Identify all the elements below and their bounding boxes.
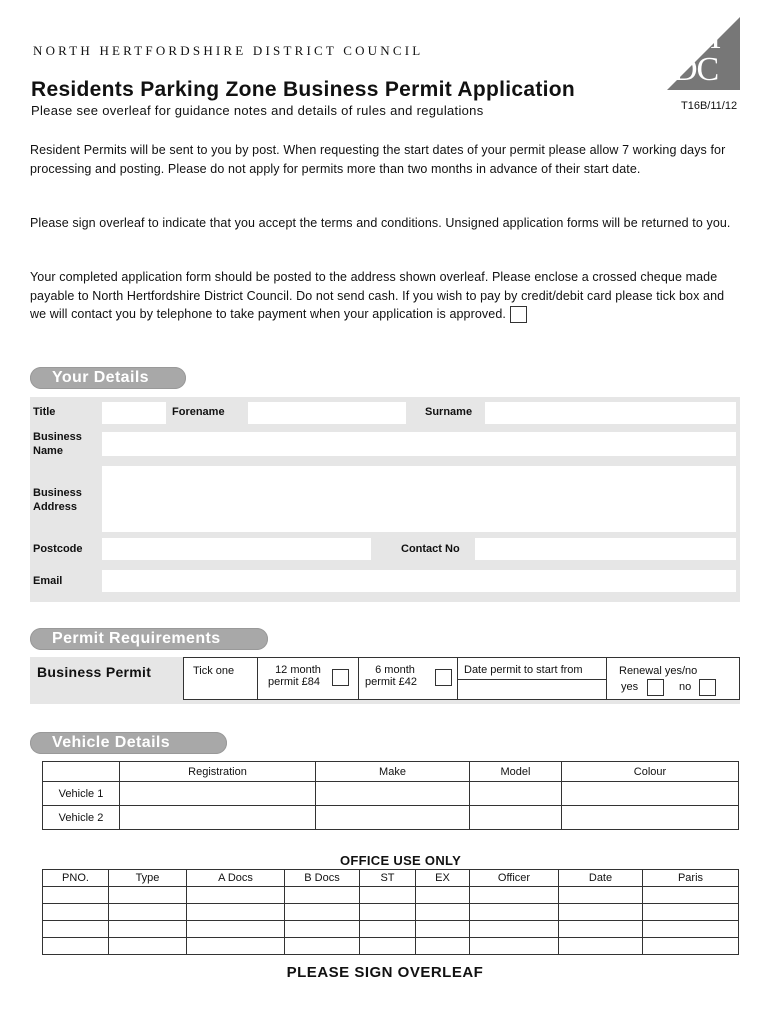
business-address-label-line2: Address bbox=[33, 501, 78, 513]
office-header-row bbox=[43, 870, 739, 887]
business-permit-label: Business Permit bbox=[37, 664, 152, 680]
tick-one-label: Tick one bbox=[193, 665, 235, 677]
title-label: Title bbox=[33, 406, 56, 418]
office-row bbox=[43, 938, 739, 955]
vehicle-2-registration[interactable] bbox=[120, 806, 316, 830]
permit-requirements-heading: Permit Requirements bbox=[30, 628, 268, 650]
col-colour: Colour bbox=[562, 762, 739, 782]
option-6-month-line1: 6 month bbox=[375, 664, 415, 676]
contact-number-label: Contact No bbox=[401, 543, 460, 555]
col-ex: EX bbox=[416, 870, 470, 887]
vehicle-1-label: Vehicle 1 bbox=[43, 782, 120, 806]
vehicle-2-model[interactable] bbox=[470, 806, 562, 830]
vehicle-1-make[interactable] bbox=[316, 782, 470, 806]
option-12-month-cell bbox=[258, 658, 359, 700]
col-pno: PNO. bbox=[43, 870, 109, 887]
page-subtitle: Please see overleaf for guidance notes and details of rules and regulations bbox=[31, 103, 484, 118]
intro-paragraph-3 bbox=[30, 268, 740, 324]
business-name-label-line1: Business bbox=[33, 431, 82, 443]
vehicle-2-label: Vehicle 2 bbox=[43, 806, 120, 830]
your-details-heading: Your Details bbox=[30, 367, 186, 389]
tick-one-cell bbox=[184, 658, 258, 700]
col-date: Date bbox=[559, 870, 643, 887]
card-payment-checkbox[interactable] bbox=[510, 306, 527, 323]
email-label: Email bbox=[33, 575, 63, 587]
col-model: Model bbox=[470, 762, 562, 782]
postcode-field[interactable] bbox=[102, 538, 371, 560]
col-a-docs: A Docs bbox=[187, 870, 285, 887]
renewal-no-checkbox[interactable] bbox=[699, 679, 716, 696]
start-date-label: Date permit to start from bbox=[458, 658, 606, 680]
logo-text-top: NH bbox=[673, 19, 721, 56]
forename-field[interactable] bbox=[248, 402, 406, 424]
option-12-month-line1: 12 month bbox=[275, 664, 321, 676]
business-name-field[interactable] bbox=[102, 432, 736, 456]
col-paris: Paris bbox=[643, 870, 739, 887]
vehicle-1-model[interactable] bbox=[470, 782, 562, 806]
col-b-docs: B Docs bbox=[285, 870, 360, 887]
surname-label: Surname bbox=[425, 406, 473, 418]
start-date-cell bbox=[458, 658, 607, 700]
council-logo bbox=[667, 17, 740, 90]
col-officer: Officer bbox=[470, 870, 559, 887]
renewal-yes-checkbox[interactable] bbox=[647, 679, 664, 696]
business-name-label-line2: Name bbox=[33, 445, 63, 457]
vehicle-row-2 bbox=[43, 806, 739, 830]
email-field[interactable] bbox=[102, 570, 736, 592]
business-name-label bbox=[33, 430, 82, 458]
office-use-heading: OFFICE USE ONLY bbox=[340, 853, 462, 868]
col-registration: Registration bbox=[120, 762, 316, 782]
intro-paragraph-2: Please sign overleaf to indicate that you accept the terms and conditions. Unsigned application forms will be returned to you. bbox=[30, 216, 731, 230]
surname-field[interactable] bbox=[485, 402, 736, 424]
business-address-label bbox=[33, 486, 82, 514]
option-6-month-line2: permit £42 bbox=[365, 676, 417, 688]
renewal-label: Renewal yes/no bbox=[619, 665, 698, 677]
option-12-month-line2: permit £84 bbox=[268, 676, 320, 688]
renewal-yes-label: yes bbox=[621, 681, 639, 693]
col-type: Type bbox=[109, 870, 187, 887]
col-st: ST bbox=[360, 870, 416, 887]
council-name: NORTH HERTFORDSHIRE DISTRICT COUNCIL bbox=[33, 43, 424, 58]
business-address-field[interactable] bbox=[102, 466, 736, 532]
office-row bbox=[43, 887, 739, 904]
renewal-cell bbox=[607, 658, 740, 700]
vehicle-header-row bbox=[43, 762, 739, 782]
form-reference: T16B/11/12 bbox=[681, 100, 738, 112]
option-12-month-checkbox[interactable] bbox=[332, 669, 349, 686]
intro-paragraph-1: Resident Permits will be sent to you by post. When requesting the start dates of your permit please allow 7 working days for processing and posting. Please do not apply for permits more than two months in advance of their start date. bbox=[30, 143, 726, 176]
vehicle-1-registration[interactable] bbox=[120, 782, 316, 806]
forename-label: Forename bbox=[172, 406, 225, 418]
vehicle-details-heading: Vehicle Details bbox=[30, 732, 227, 754]
permit-options-table bbox=[183, 657, 740, 700]
start-date-field[interactable] bbox=[458, 680, 606, 699]
business-address-label-line1: Business bbox=[33, 487, 82, 499]
vehicle-2-colour[interactable] bbox=[562, 806, 739, 830]
postcode-label: Postcode bbox=[33, 543, 83, 555]
vehicle-corner-cell bbox=[43, 762, 120, 782]
title-field[interactable] bbox=[102, 402, 166, 424]
logo-text-bottom: DC bbox=[673, 51, 719, 88]
vehicle-1-colour[interactable] bbox=[562, 782, 739, 806]
please-sign-overleaf: PLEASE SIGN OVERLEAF bbox=[286, 964, 484, 981]
office-row bbox=[43, 904, 739, 921]
option-6-month-cell bbox=[359, 658, 458, 700]
vehicle-table bbox=[42, 761, 739, 830]
vehicle-2-make[interactable] bbox=[316, 806, 470, 830]
vehicle-row-1 bbox=[43, 782, 739, 806]
renewal-no-label: no bbox=[679, 681, 692, 693]
office-row bbox=[43, 921, 739, 938]
option-6-month-checkbox[interactable] bbox=[435, 669, 452, 686]
page-title: Residents Parking Zone Business Permit Application bbox=[31, 78, 576, 101]
contact-number-field[interactable] bbox=[475, 538, 736, 560]
col-make: Make bbox=[316, 762, 470, 782]
intro-paragraph-3-text: Your completed application form should be posted to the address shown overleaf. Please enclose a crossed cheque made payable to North Hertfordshire District Council. Do not send cash. If you wish to pay by credit/debit card please tick box and we will contact you by telephone to take payment when your application is approved. bbox=[30, 270, 725, 321]
office-use-table bbox=[42, 869, 739, 955]
